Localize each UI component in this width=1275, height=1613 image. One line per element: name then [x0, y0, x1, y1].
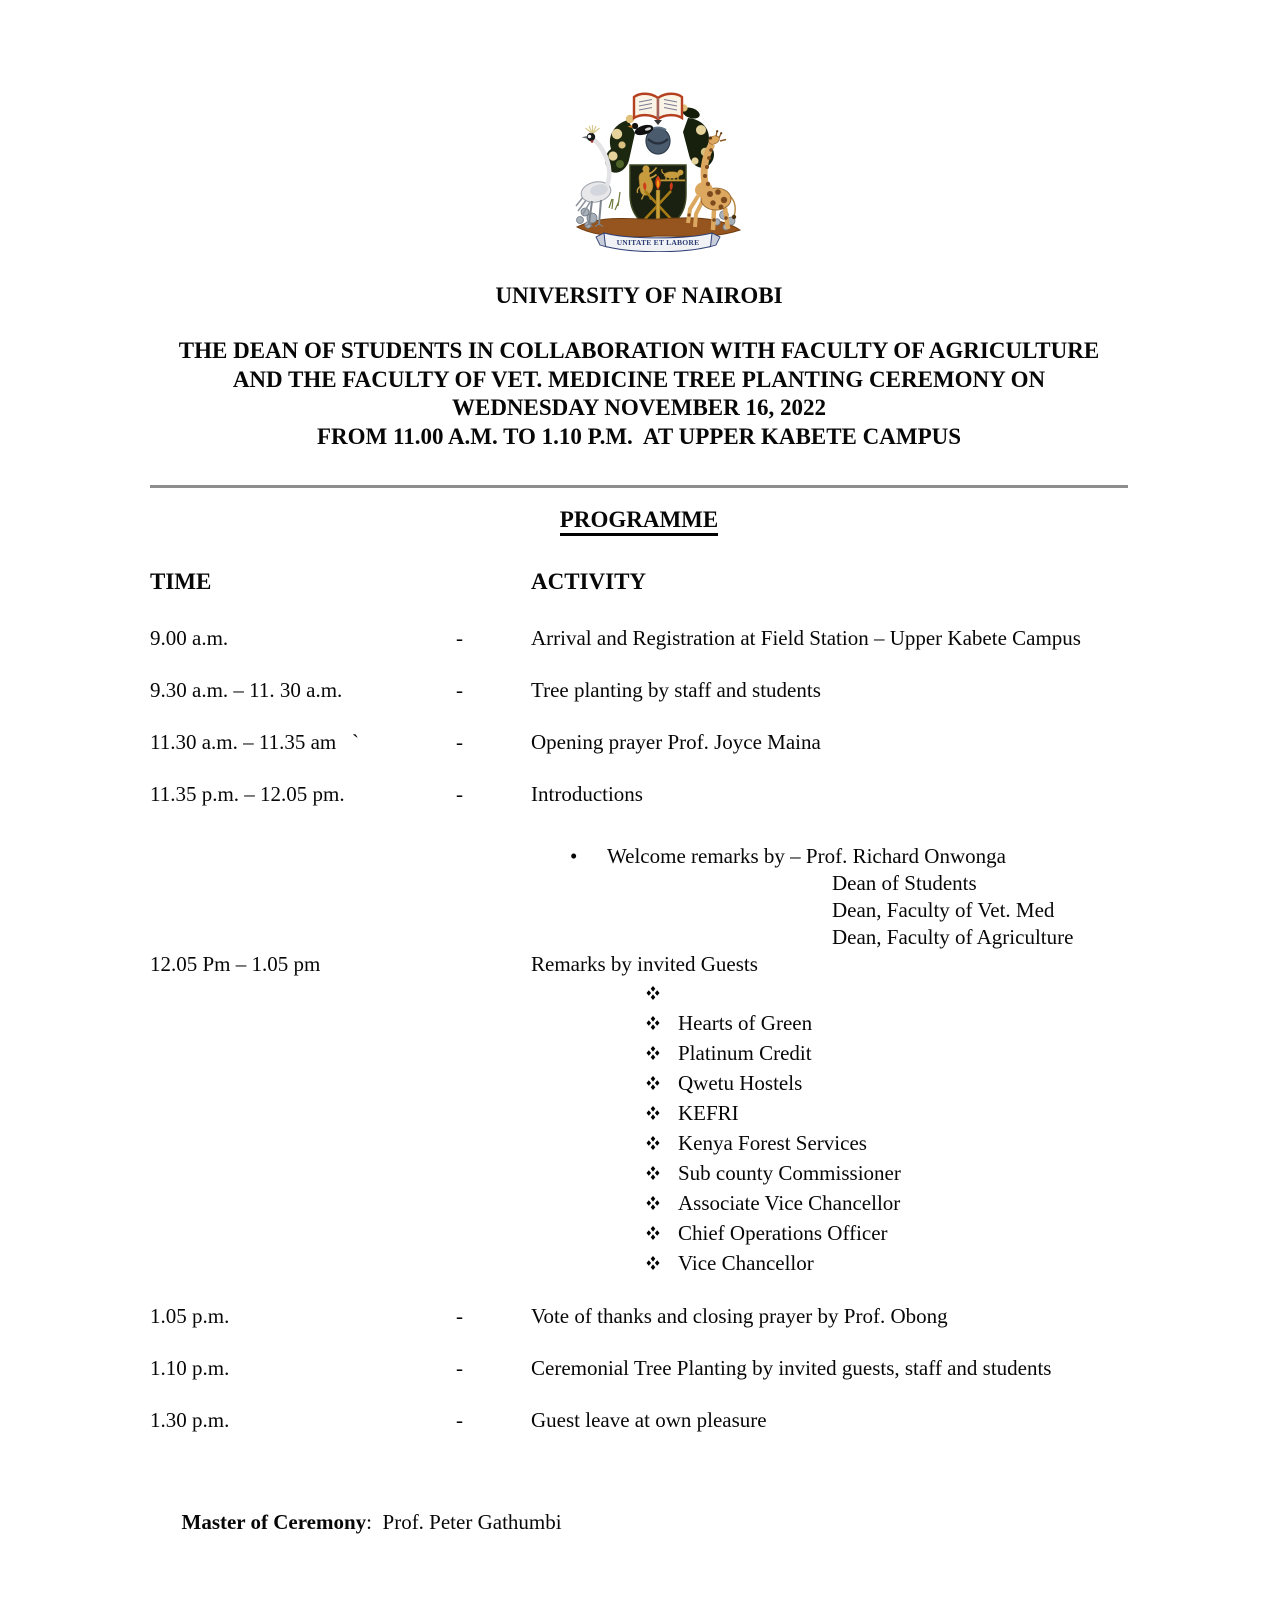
university-crest	[564, 88, 752, 252]
diamond-bullet-icon	[646, 1256, 678, 1270]
guest-name: Qwetu Hostels	[678, 1071, 803, 1095]
row-time: 1.30 p.m.	[150, 1408, 230, 1432]
row-time: 12.05 Pm – 1.05 pm	[150, 952, 321, 976]
diamond-bullet-icon	[646, 1166, 678, 1180]
row-activity: Guest leave at own pleasure	[531, 1408, 767, 1432]
guest-list-item	[150, 1188, 1128, 1218]
diamond-bullet-icon	[646, 1106, 678, 1120]
row-activity: Tree planting by staff and students	[531, 678, 821, 702]
guest-list-item	[150, 1038, 1128, 1068]
guest-list-item	[150, 1068, 1128, 1098]
diamond-bullet-icon	[646, 1016, 678, 1030]
row-time: 1.10 p.m.	[150, 1356, 230, 1380]
column-spacer	[456, 568, 531, 596]
guest-name: Platinum Credit	[678, 1041, 812, 1065]
schedule-row	[150, 729, 1128, 755]
event-title-line: WEDNESDAY NOVEMBER 16, 2022	[451, 395, 826, 420]
diamond-bullet-icon	[646, 1076, 678, 1090]
guest-list-item	[150, 1218, 1128, 1248]
diamond-bullet-icon	[646, 1046, 678, 1060]
diamond-bullet-icon	[646, 986, 678, 1000]
guest-list-item	[150, 1008, 1128, 1038]
horizontal-divider	[150, 485, 1128, 488]
event-title	[150, 337, 1128, 451]
row-activity: Arrival and Registration at Field Station – Upper Kabete Campus	[531, 626, 1081, 650]
row-dash: -	[456, 1408, 463, 1432]
activity-column-header: ACTIVITY	[531, 569, 647, 594]
row-dash: -	[456, 782, 463, 806]
guest-name: Associate Vice Chancellor	[678, 1191, 901, 1215]
row-dash	[456, 951, 531, 978]
schedule-row	[150, 781, 1128, 807]
guest-name: KEFRI	[678, 1101, 739, 1125]
row-dash: -	[456, 730, 463, 754]
diamond-bullet-icon	[646, 1226, 678, 1240]
schedule-row	[150, 951, 1128, 978]
programme-heading	[150, 506, 1128, 534]
university-crest-graphic	[564, 88, 752, 252]
guest-list-item	[150, 1248, 1128, 1278]
guest-name: Chief Operations Officer	[678, 1221, 888, 1245]
master-of-ceremony-line	[150, 1483, 1128, 1561]
welcome-remarks-item	[150, 843, 1128, 870]
master-of-ceremony-name: Prof. Peter Gathumbi	[382, 1510, 562, 1534]
row-time: 11.30 a.m. – 11.35 am `	[150, 730, 359, 754]
guest-list-item	[150, 978, 1128, 1008]
open-book-icon	[634, 94, 682, 125]
event-title-line: AND THE FACULTY OF VET. MEDICINE TREE PLANTING CEREMONY ON	[232, 366, 1046, 392]
guest-list-item	[150, 1128, 1128, 1158]
row-dash: -	[456, 678, 463, 702]
row-dash: -	[456, 626, 463, 650]
row-activity: Remarks by invited Guests	[531, 952, 758, 976]
welcome-remarks-text: Welcome remarks by – Prof. Richard Onwonga	[607, 844, 1006, 868]
guest-list-item	[150, 1098, 1128, 1128]
guest-name: Sub county Commissioner	[678, 1161, 901, 1185]
row-activity: Vote of thanks and closing prayer by Prof. Obong	[531, 1304, 948, 1328]
welcome-continuation-line: Dean, Faculty of Vet. Med	[832, 898, 1055, 922]
schedule-row	[150, 677, 1128, 703]
row-time: 11.35 p.m. – 12.05 pm.	[150, 782, 345, 806]
event-title-line: THE DEAN OF STUDENTS IN COLLABORATION WITH FACULTY OF AGRICULTURE	[178, 338, 1100, 363]
column-headers	[150, 568, 1128, 596]
schedule-row	[150, 1303, 1128, 1329]
schedule-row	[150, 1407, 1128, 1433]
guest-name: Hearts of Green	[678, 1011, 813, 1035]
row-time: 9.00 a.m.	[150, 626, 229, 650]
time-column-header: TIME	[150, 569, 212, 594]
guest-name: Vice Chancellor	[678, 1251, 814, 1275]
programme-heading-text: PROGRAMME	[560, 507, 718, 536]
university-name: UNIVERSITY OF NAIROBI	[495, 283, 783, 308]
guest-list-item	[150, 1158, 1128, 1188]
row-activity: Ceremonial Tree Planting by invited guests, staff and students	[531, 1356, 1052, 1380]
row-activity: Opening prayer Prof. Joyce Maina	[531, 730, 821, 754]
master-of-ceremony-label: Master of Ceremony	[181, 1510, 367, 1534]
row-activity: Introductions	[531, 782, 643, 806]
schedule-row	[150, 625, 1128, 651]
schedule-row	[150, 1355, 1128, 1381]
guest-name: Kenya Forest Services	[678, 1131, 867, 1155]
bullet-icon: •	[570, 844, 578, 868]
diamond-bullet-icon	[646, 1196, 678, 1210]
row-dash: -	[456, 1304, 463, 1328]
motto-text: UNITATE ET LABORE	[616, 238, 700, 247]
event-title-line: FROM 11.00 A.M. TO 1.10 P.M. AT UPPER KABETE CAMPUS	[316, 423, 962, 449]
row-time: 1.05 p.m.	[150, 1304, 230, 1328]
master-of-ceremony-separator: :	[366, 1510, 383, 1534]
welcome-continuation-line: Dean, Faculty of Agriculture	[832, 925, 1074, 949]
row-time: 9.30 a.m. – 11. 30 a.m.	[150, 678, 343, 702]
row-dash: -	[456, 1356, 463, 1380]
welcome-continuation-line: Dean of Students	[832, 871, 977, 895]
diamond-bullet-icon	[646, 1136, 678, 1150]
